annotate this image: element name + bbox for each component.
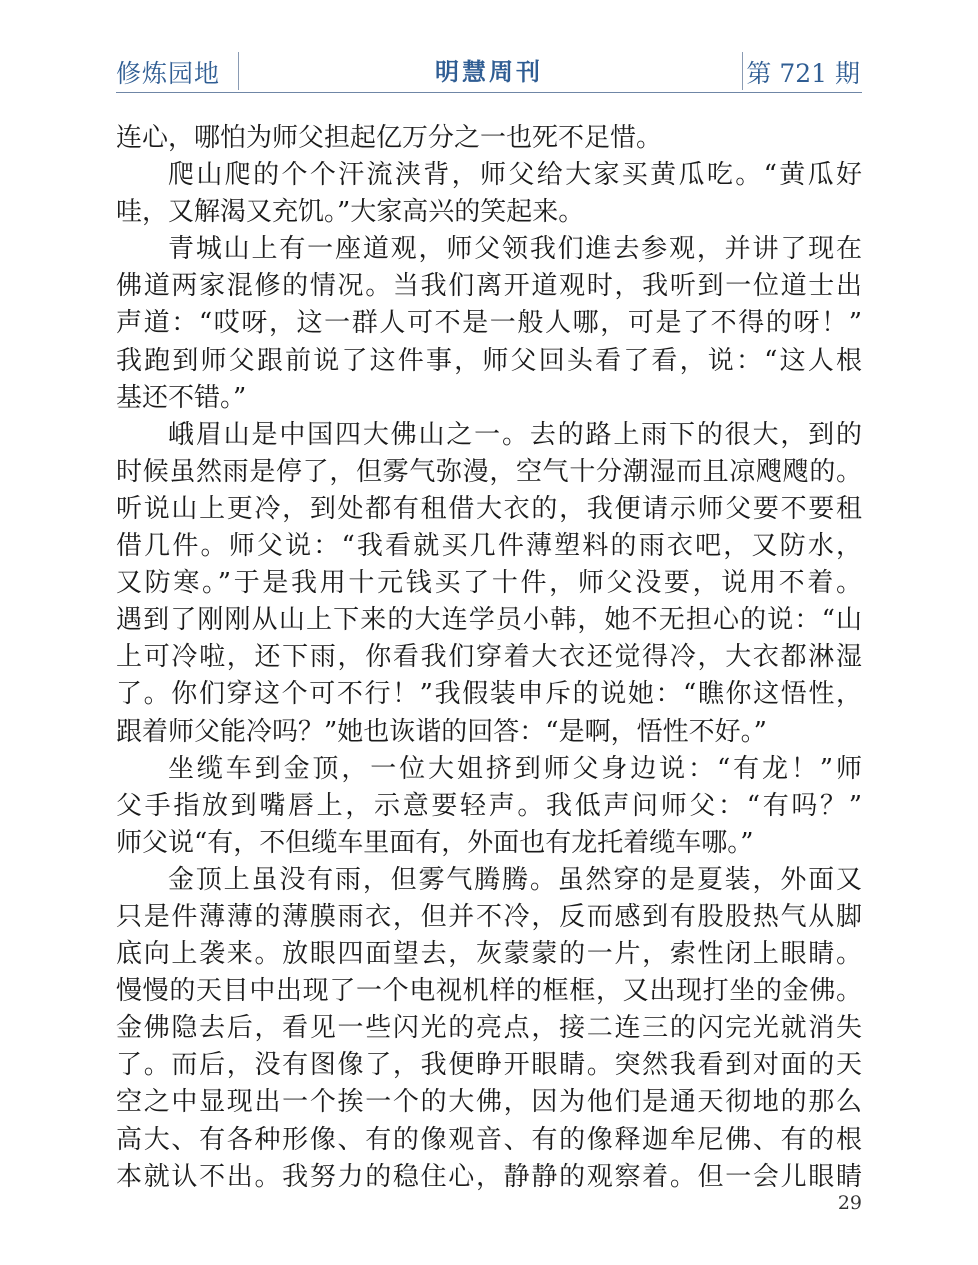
text-line: 高大、有各种形像、有的像观音、有的像释迦牟尼佛、有的根 [116,1124,862,1155]
text-line: 我跑到师父跟前说了这件事，师父回头看了看，说：“这人根 [116,345,862,376]
article-body [116,120,862,1196]
text-line: 本就认不出。我努力的稳住心，静静的观察着。但一会儿眼睛 [116,1161,862,1192]
text-line: 又防寒。”于是我用十元钱买了十件，师父没要，说用不着。 [116,568,862,599]
text-line: 借几件。师父说：“我看就买几件薄塑料的雨衣吧，又防水， [116,531,862,562]
text-line: 上可冷啦，还下雨，你看我们穿着大衣还觉得冷，大衣都淋湿 [116,642,862,673]
page-header [116,50,862,93]
text-line: 底向上袭来。放眼四面望去，灰蒙蒙的一片，索性闭上眼睛。 [116,939,862,970]
text-line: 青城山上有一座道观，师父领我们進去参观，并讲了现在 [168,234,862,265]
text-line: 时候虽然雨是停了，但雾气弥漫，空气十分潮湿而且凉飕飕的。 [116,456,862,487]
text-line: 哇，又解渴又充饥。”大家高兴的笑起来。 [116,197,585,228]
text-line: 遇到了刚刚从山上下来的大连学员小韩，她不无担心的说：“山 [116,605,862,636]
text-line: 坐缆车到金顶，一位大姐挤到师父身边说：“有龙！”师 [168,753,862,784]
text-line: 了。而后，没有图像了，我便睁开眼睛。突然我看到对面的天 [116,1050,862,1081]
text-line: 只是件薄薄的薄膜雨衣，但并不冷，反而感到有股股热气从脚 [116,901,862,932]
issue-number: 第 721 期 [746,59,860,88]
text-line: 声道：“哎呀，这一群人可不是一般人哪，可是了不得的呀！” [116,308,862,339]
section-title: 修炼园地 [116,59,221,88]
text-line: 慢慢的天目中出现了一个电视机样的框框，又出现打坐的金佛。 [116,976,862,1007]
masthead-title: 明慧周刊 [435,58,543,86]
text-line: 金顶上虽没有雨，但雾气腾腾。虽然穿的是夏装，外面又 [168,864,862,895]
header-divider-right [742,52,743,90]
page-number: 29 [837,1192,862,1214]
text-line: 师父说“有，不但缆车里面有，外面也有龙托着缆车哪。” [116,827,754,858]
text-line: 峨眉山是中国四大佛山之一。去的路上雨下的很大，到的 [168,419,862,450]
text-line: 空之中显现出一个挨一个的大佛，因为他们是通天彻地的那么 [116,1087,862,1118]
text-line: 连心，哪怕为师父担起亿万分之一也死不足惜。 [116,123,663,153]
text-line: 跟着师父能冷吗？”她也诙谐的回答：“是啊，悟性不好。” [116,716,767,747]
text-line: 了。你们穿这个可不行！”我假装申斥的说她：“瞧你这悟性， [116,679,862,710]
text-line: 听说山上更冷，到处都有租借大衣的，我便请示师父要不要租 [116,493,862,524]
text-line: 父手指放到嘴唇上，示意要轻声。我低声问师父：“有吗？” [116,790,862,821]
text-line: 爬山爬的个个汗流浃背，师父给大家买黄瓜吃。“黄瓜好 [168,160,862,191]
text-line: 佛道两家混修的情况。当我们离开道观时，我听到一位道士出 [116,271,862,302]
text-line: 金佛隐去后，看见一些闪光的亮点，接二连三的闪完光就消失 [116,1013,862,1044]
text-line: 基还不错。” [116,382,247,413]
